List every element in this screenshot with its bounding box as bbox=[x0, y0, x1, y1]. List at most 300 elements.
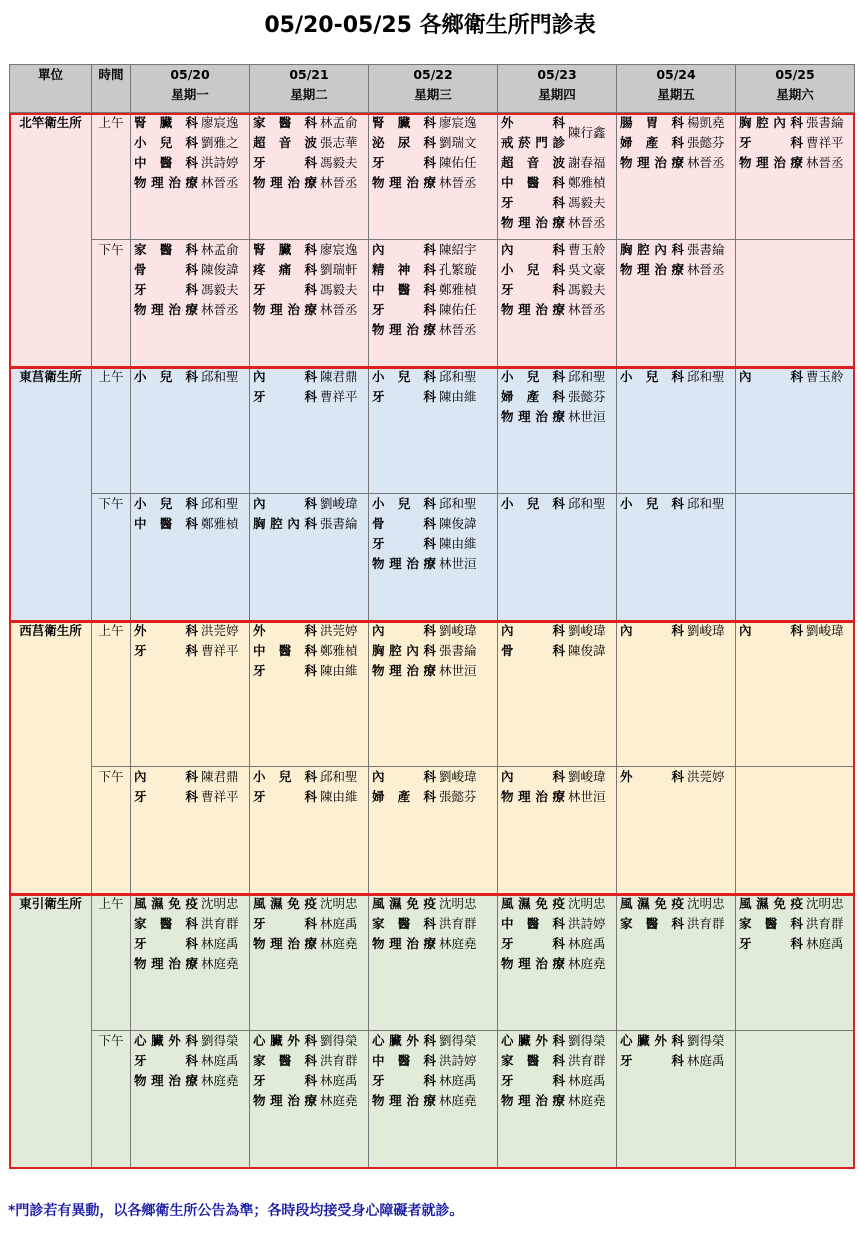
clinic-entry bbox=[498, 213, 616, 233]
department: 風濕免疫 bbox=[134, 896, 198, 911]
doctor-name: 陳俊諱 bbox=[201, 262, 239, 277]
doctor-name: 林孟俞 bbox=[320, 115, 358, 130]
footnote: *門診若有異動，以各鄉衛生所公告為準；各時段均接受身心障礙者就診。 bbox=[8, 1203, 464, 1219]
doctor-name: 林晉丞 bbox=[439, 175, 477, 190]
doctor-name: 陳行鑫 bbox=[568, 125, 606, 140]
schedule-cell bbox=[736, 621, 855, 767]
doctor-name: 林世洹 bbox=[568, 789, 606, 804]
schedule-row bbox=[10, 240, 855, 367]
clinic-entry bbox=[617, 153, 735, 173]
schedule-cell bbox=[250, 240, 369, 367]
department: 牙 科 bbox=[501, 195, 565, 210]
department: 超 音 波 bbox=[253, 135, 317, 150]
department: 牙 科 bbox=[253, 789, 317, 804]
department: 牙 科 bbox=[739, 135, 803, 150]
department: 物理治療 bbox=[134, 302, 198, 317]
department: 內 科 bbox=[372, 769, 436, 784]
time-slot-label: 下午 bbox=[92, 767, 131, 894]
day-date: 05/22 bbox=[413, 67, 453, 82]
doctor-name: 曹祥平 bbox=[201, 643, 239, 658]
doctor-name: 馮毅夫 bbox=[320, 282, 358, 297]
clinic-entry bbox=[131, 133, 249, 153]
doctor-name: 馮毅夫 bbox=[568, 282, 606, 297]
department: 風濕免疫 bbox=[620, 896, 684, 911]
department: 小 兒 科 bbox=[134, 135, 198, 150]
clinic-entry bbox=[498, 387, 616, 407]
schedule-cell bbox=[369, 240, 498, 367]
clinic-entry bbox=[131, 1051, 249, 1071]
department: 物理治療 bbox=[501, 409, 565, 424]
schedule-cell bbox=[498, 113, 617, 240]
clinic-entry bbox=[617, 367, 735, 387]
doctor-name: 馮毅夫 bbox=[568, 195, 606, 210]
time-slot-label: 上午 bbox=[92, 367, 131, 494]
schedule-cell bbox=[736, 1031, 855, 1168]
doctor-name: 曹祥平 bbox=[806, 135, 844, 150]
doctor-name: 林晉丞 bbox=[687, 262, 725, 277]
doctor-name: 沈明忠 bbox=[201, 896, 239, 911]
clinic-entry bbox=[498, 193, 616, 213]
department: 物理治療 bbox=[372, 663, 436, 678]
department: 物理治療 bbox=[134, 956, 198, 971]
clinic-entry bbox=[369, 894, 497, 914]
department: 小 兒 科 bbox=[134, 369, 198, 384]
schedule-row bbox=[10, 894, 855, 1031]
schedule-row bbox=[10, 494, 855, 621]
clinic-entry bbox=[250, 153, 368, 173]
schedule-row bbox=[10, 113, 855, 240]
department: 物理治療 bbox=[253, 302, 317, 317]
department: 內 科 bbox=[134, 769, 198, 784]
department: 家 醫 科 bbox=[739, 916, 803, 931]
clinic-entry bbox=[250, 260, 368, 280]
clinic-entry bbox=[369, 300, 497, 320]
clinic-entry bbox=[736, 621, 854, 641]
time-slot-label: 上午 bbox=[92, 113, 131, 240]
doctor-name: 邱和聖 bbox=[687, 369, 725, 384]
department: 物理治療 bbox=[372, 556, 436, 571]
schedule-row bbox=[10, 767, 855, 894]
schedule-cell bbox=[369, 621, 498, 767]
schedule-cell bbox=[617, 113, 736, 240]
doctor-name: 鄭雅楨 bbox=[201, 516, 239, 531]
clinic-entry bbox=[498, 1031, 616, 1051]
clinic-entry bbox=[617, 1051, 735, 1071]
clinic-entry bbox=[131, 514, 249, 534]
department: 中 醫 科 bbox=[501, 916, 565, 931]
schedule-cell bbox=[369, 367, 498, 494]
schedule-cell bbox=[617, 367, 736, 494]
clinic-entry bbox=[131, 494, 249, 514]
doctor-name: 劉得榮 bbox=[201, 1033, 239, 1048]
clinic-entry bbox=[131, 767, 249, 787]
clinic-entry bbox=[617, 240, 735, 260]
department: 牙 科 bbox=[253, 155, 317, 170]
clinic-entry bbox=[131, 641, 249, 661]
department: 小 兒 科 bbox=[134, 496, 198, 511]
schedule-cell bbox=[736, 894, 855, 1031]
department: 小 兒 科 bbox=[372, 496, 436, 511]
clinic-entry bbox=[131, 894, 249, 914]
doctor-name: 林庭禹 bbox=[201, 1053, 239, 1068]
doctor-name: 張懿芬 bbox=[687, 135, 725, 150]
doctor-name: 林世洹 bbox=[439, 556, 477, 571]
doctor-name: 林庭禹 bbox=[687, 1053, 725, 1068]
department: 物理治療 bbox=[372, 322, 436, 337]
doctor-name: 孔繁璇 bbox=[439, 262, 477, 277]
clinic-entry bbox=[369, 767, 497, 787]
doctor-name: 林晉丞 bbox=[568, 215, 606, 230]
department: 物理治療 bbox=[501, 1093, 565, 1108]
clinic-entry bbox=[617, 260, 735, 280]
department: 外 科 bbox=[134, 623, 198, 638]
doctor-name: 洪詩婷 bbox=[201, 155, 239, 170]
clinic-name: 北竿衛生所 bbox=[10, 113, 92, 367]
department: 牙 科 bbox=[372, 302, 436, 317]
schedule-cell bbox=[617, 621, 736, 767]
clinic-entry bbox=[498, 914, 616, 934]
clinic-entry bbox=[250, 641, 368, 661]
department: 物理治療 bbox=[253, 175, 317, 190]
clinic-entry bbox=[369, 153, 497, 173]
clinic-entry bbox=[498, 260, 616, 280]
department: 胸腔內科 bbox=[372, 643, 436, 658]
clinic-entry bbox=[498, 787, 616, 807]
doctor-name: 陳佑任 bbox=[439, 302, 477, 317]
department: 家 醫 科 bbox=[501, 1053, 565, 1068]
clinic-entry bbox=[131, 113, 249, 133]
department: 小 兒 科 bbox=[501, 496, 565, 511]
department: 胸腔內科 bbox=[739, 115, 803, 130]
time-slot-label: 上午 bbox=[92, 894, 131, 1031]
doctor-name: 劉瑞軒 bbox=[320, 262, 358, 277]
clinic-entry bbox=[736, 133, 854, 153]
header-row bbox=[10, 65, 855, 113]
department: 腸 胃 科 bbox=[620, 115, 684, 130]
clinic-entry bbox=[369, 113, 497, 133]
doctor-name: 張書綸 bbox=[687, 242, 725, 257]
doctor-name: 劉峻瑋 bbox=[568, 769, 606, 784]
schedule-cell bbox=[250, 621, 369, 767]
clinic-entry bbox=[250, 661, 368, 681]
department: 內 科 bbox=[501, 623, 565, 638]
department: 風濕免疫 bbox=[501, 896, 565, 911]
doctor-name: 廖宸逸 bbox=[201, 115, 239, 130]
schedule-cell bbox=[250, 367, 369, 494]
doctor-name: 陳紹宇 bbox=[439, 242, 477, 257]
doctor-name: 林庭禹 bbox=[568, 1073, 606, 1088]
department: 外 科 bbox=[501, 115, 565, 130]
clinic-entry bbox=[617, 914, 735, 934]
doctor-name: 林庭堯 bbox=[568, 1093, 606, 1108]
schedule-cell bbox=[369, 767, 498, 894]
schedule-cell bbox=[250, 767, 369, 894]
clinic-entry bbox=[498, 934, 616, 954]
doctor-name: 林庭堯 bbox=[320, 936, 358, 951]
doctor-name: 林庭堯 bbox=[568, 956, 606, 971]
clinic-entry bbox=[498, 113, 616, 153]
clinic-entry bbox=[131, 300, 249, 320]
doctor-name: 張懿芬 bbox=[439, 789, 477, 804]
clinic-entry bbox=[131, 173, 249, 193]
doctor-name: 陳佑任 bbox=[439, 155, 477, 170]
department: 物理治療 bbox=[134, 175, 198, 190]
clinic-entry bbox=[617, 621, 735, 641]
doctor-name: 劉得榮 bbox=[568, 1033, 606, 1048]
clinic-entry bbox=[369, 1051, 497, 1071]
doctor-name: 林世洹 bbox=[568, 409, 606, 424]
doctor-name: 林庭禹 bbox=[806, 936, 844, 951]
department: 戒菸門診 bbox=[501, 135, 565, 150]
department: 內 科 bbox=[372, 623, 436, 638]
schedule-cell bbox=[131, 494, 250, 621]
schedule-cell bbox=[617, 767, 736, 894]
department: 小 兒 科 bbox=[620, 496, 684, 511]
schedule-row bbox=[10, 367, 855, 494]
clinic-entry bbox=[369, 534, 497, 554]
doctor-name: 林庭堯 bbox=[201, 1073, 239, 1088]
doctor-name: 洪莞婷 bbox=[201, 623, 239, 638]
clinic-entry bbox=[498, 280, 616, 300]
clinic-entry bbox=[498, 153, 616, 173]
doctor-name: 林世洹 bbox=[439, 663, 477, 678]
clinic-entry bbox=[369, 387, 497, 407]
department: 中 醫 科 bbox=[253, 643, 317, 658]
clinic-name: 東引衛生所 bbox=[10, 894, 92, 1168]
doctor-name: 林庭堯 bbox=[439, 1093, 477, 1108]
doctor-name: 邱和聖 bbox=[687, 496, 725, 511]
department: 外 科 bbox=[253, 623, 317, 638]
clinic-entry bbox=[131, 954, 249, 974]
schedule-row bbox=[10, 1031, 855, 1168]
doctor-name: 林晉丞 bbox=[806, 155, 844, 170]
clinic-entry bbox=[131, 280, 249, 300]
clinic-entry bbox=[369, 494, 497, 514]
department: 中 醫 科 bbox=[134, 516, 198, 531]
department: 內 科 bbox=[501, 769, 565, 784]
clinic-entry bbox=[369, 240, 497, 260]
schedule-cell bbox=[369, 1031, 498, 1168]
schedule-cell bbox=[369, 494, 498, 621]
clinic-entry bbox=[498, 641, 616, 661]
department: 小 兒 科 bbox=[501, 369, 565, 384]
department: 腎 臟 科 bbox=[134, 115, 198, 130]
clinic-entry bbox=[131, 1031, 249, 1051]
clinic-entry bbox=[617, 767, 735, 787]
department: 物理治療 bbox=[372, 175, 436, 190]
schedule-cell bbox=[498, 240, 617, 367]
schedule-cell bbox=[498, 767, 617, 894]
doctor-name: 林晉丞 bbox=[201, 175, 239, 190]
doctor-name: 沈明忠 bbox=[806, 896, 844, 911]
department: 內 科 bbox=[253, 369, 317, 384]
clinic-entry bbox=[250, 367, 368, 387]
doctor-name: 陳由維 bbox=[439, 389, 477, 404]
doctor-name: 曹祥平 bbox=[320, 389, 358, 404]
doctor-name: 沈明忠 bbox=[320, 896, 358, 911]
doctor-name: 洪育群 bbox=[687, 916, 725, 931]
clinic-entry bbox=[369, 934, 497, 954]
clinic-entry bbox=[617, 494, 735, 514]
department: 物理治療 bbox=[253, 936, 317, 951]
department: 家 醫 科 bbox=[134, 916, 198, 931]
department: 小 兒 科 bbox=[501, 262, 565, 277]
unit-header: 單位 bbox=[10, 65, 92, 113]
doctor-name: 洪詩婷 bbox=[439, 1053, 477, 1068]
doctor-name: 沈明忠 bbox=[687, 896, 725, 911]
department: 中 醫 科 bbox=[372, 1053, 436, 1068]
clinic-entry bbox=[498, 173, 616, 193]
schedule-cell bbox=[131, 240, 250, 367]
department: 小 兒 科 bbox=[253, 769, 317, 784]
day-weekday: 星期一 bbox=[171, 87, 209, 102]
clinic-entry bbox=[131, 934, 249, 954]
department: 外 科 bbox=[620, 769, 684, 784]
department: 內 科 bbox=[739, 623, 803, 638]
clinic-entry bbox=[250, 1071, 368, 1091]
department: 物理治療 bbox=[501, 956, 565, 971]
clinic-name: 東莒衛生所 bbox=[10, 367, 92, 621]
clinic-entry bbox=[131, 914, 249, 934]
clinic-entry bbox=[498, 407, 616, 427]
doctor-name: 陳由維 bbox=[320, 663, 358, 678]
schedule-cell bbox=[736, 367, 855, 494]
schedule-cell bbox=[131, 621, 250, 767]
clinic-entry bbox=[131, 621, 249, 641]
schedule-cell bbox=[250, 494, 369, 621]
time-header: 時間 bbox=[92, 65, 131, 113]
schedule-cell bbox=[250, 113, 369, 240]
clinic-entry bbox=[498, 494, 616, 514]
clinic-entry bbox=[250, 1031, 368, 1051]
clinic-entry bbox=[250, 173, 368, 193]
schedule-cell bbox=[617, 494, 736, 621]
department: 內 科 bbox=[620, 623, 684, 638]
doctor-name: 劉瑞文 bbox=[439, 135, 477, 150]
doctor-name: 林晉丞 bbox=[568, 302, 606, 317]
doctor-name: 邱和聖 bbox=[568, 369, 606, 384]
day-header bbox=[369, 65, 498, 113]
doctor-name: 林晉丞 bbox=[687, 155, 725, 170]
department: 骨 科 bbox=[372, 516, 436, 531]
department: 內 科 bbox=[372, 242, 436, 257]
doctor-name: 張書綸 bbox=[806, 115, 844, 130]
clinic-entry bbox=[736, 934, 854, 954]
clinic-entry bbox=[250, 894, 368, 914]
doctor-name: 鄭雅楨 bbox=[568, 175, 606, 190]
department: 心臟外科 bbox=[253, 1033, 317, 1048]
department: 物理治療 bbox=[739, 155, 803, 170]
doctor-name: 劉得榮 bbox=[687, 1033, 725, 1048]
schedule-cell bbox=[369, 113, 498, 240]
department: 牙 科 bbox=[253, 916, 317, 931]
doctor-name: 林庭禹 bbox=[201, 936, 239, 951]
schedule-cell bbox=[617, 894, 736, 1031]
clinic-entry bbox=[736, 914, 854, 934]
schedule-cell bbox=[250, 1031, 369, 1168]
department: 婦 產 科 bbox=[620, 135, 684, 150]
department: 物理治療 bbox=[253, 1093, 317, 1108]
clinic-entry bbox=[250, 914, 368, 934]
schedule-cell bbox=[498, 367, 617, 494]
schedule-cell bbox=[617, 240, 736, 367]
clinic-entry bbox=[369, 514, 497, 534]
doctor-name: 劉峻瑋 bbox=[320, 496, 358, 511]
day-header bbox=[250, 65, 369, 113]
department: 心臟外科 bbox=[134, 1033, 198, 1048]
clinic-entry bbox=[369, 320, 497, 340]
doctor-name: 陳由維 bbox=[439, 536, 477, 551]
day-weekday: 星期四 bbox=[538, 87, 576, 102]
department: 牙 科 bbox=[372, 389, 436, 404]
schedule-cell bbox=[131, 113, 250, 240]
doctor-name: 林晉丞 bbox=[320, 175, 358, 190]
department: 牙 科 bbox=[253, 1073, 317, 1088]
clinic-entry bbox=[498, 1051, 616, 1071]
time-slot-label: 下午 bbox=[92, 240, 131, 367]
clinic-entry bbox=[369, 1071, 497, 1091]
clinic-entry bbox=[369, 641, 497, 661]
clinic-entry bbox=[250, 387, 368, 407]
day-date: 05/25 bbox=[775, 67, 815, 82]
department: 物理治療 bbox=[620, 155, 684, 170]
doctor-name: 沈明忠 bbox=[439, 896, 477, 911]
clinic-entry bbox=[736, 367, 854, 387]
doctor-name: 馮毅夫 bbox=[201, 282, 239, 297]
clinic-entry bbox=[250, 240, 368, 260]
day-header bbox=[736, 65, 855, 113]
doctor-name: 邱和聖 bbox=[320, 769, 358, 784]
clinic-entry bbox=[736, 153, 854, 173]
day-date: 05/23 bbox=[537, 67, 577, 82]
department: 牙 科 bbox=[253, 663, 317, 678]
day-header bbox=[498, 65, 617, 113]
clinic-entry bbox=[369, 1031, 497, 1051]
department: 內 科 bbox=[501, 242, 565, 257]
department: 超 音 波 bbox=[501, 155, 565, 170]
day-date: 05/20 bbox=[170, 67, 210, 82]
department: 風濕免疫 bbox=[253, 896, 317, 911]
clinic-entry bbox=[498, 240, 616, 260]
doctor-name: 林庭禹 bbox=[320, 916, 358, 931]
clinic-entry bbox=[250, 767, 368, 787]
schedule-cell bbox=[131, 767, 250, 894]
doctor-name: 洪育群 bbox=[320, 1053, 358, 1068]
clinic-schedule-table bbox=[9, 64, 855, 1168]
clinic-entry bbox=[131, 240, 249, 260]
clinic-entry bbox=[498, 621, 616, 641]
department: 牙 科 bbox=[134, 1053, 198, 1068]
clinic-entry bbox=[369, 661, 497, 681]
department: 中 醫 科 bbox=[372, 282, 436, 297]
doctor-name: 林晉丞 bbox=[439, 322, 477, 337]
doctor-name: 林庭堯 bbox=[439, 936, 477, 951]
department: 牙 科 bbox=[134, 789, 198, 804]
department: 泌 尿 科 bbox=[372, 135, 436, 150]
doctor-name: 邱和聖 bbox=[201, 496, 239, 511]
day-header bbox=[131, 65, 250, 113]
clinic-entry bbox=[369, 367, 497, 387]
clinic-entry bbox=[369, 1091, 497, 1111]
department: 小 兒 科 bbox=[620, 369, 684, 384]
schedule-cell bbox=[131, 894, 250, 1031]
department: 精 神 科 bbox=[372, 262, 436, 277]
doctor-name: 陳君鼎 bbox=[201, 769, 239, 784]
department: 牙 科 bbox=[253, 282, 317, 297]
schedule-cell bbox=[736, 113, 855, 240]
doctor-name: 吳文豪 bbox=[568, 262, 606, 277]
department: 婦 產 科 bbox=[372, 789, 436, 804]
